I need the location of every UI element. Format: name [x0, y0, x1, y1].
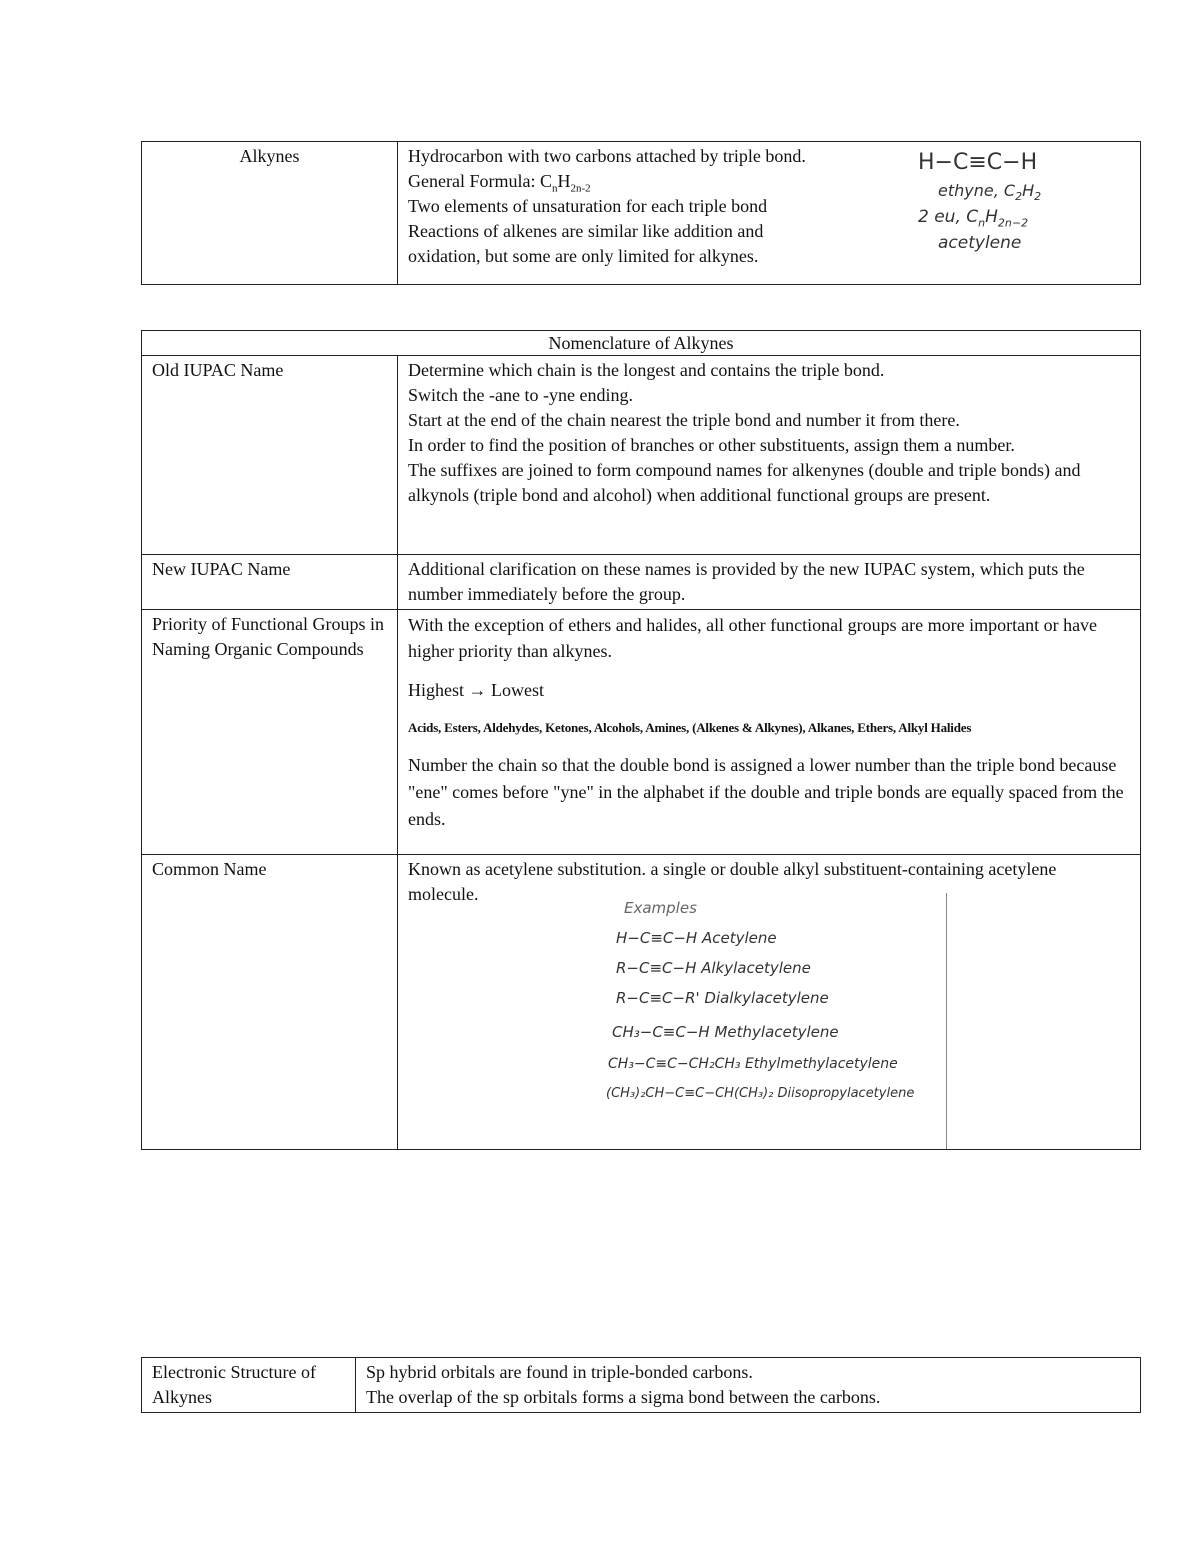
- nomenclature-table: [141, 330, 1141, 1150]
- rule-line: Switch the -ane to -yne ending.: [408, 385, 633, 405]
- example-line: CH₃−C≡C−CH₂CH₃ Ethylmethylacetylene: [608, 1056, 898, 1072]
- electronic-structure-term: Electronic Structure of Alkynes: [142, 1358, 356, 1413]
- example-line: CH₃−C≡C−H Methylacetylene: [612, 1023, 839, 1041]
- examples-image: [606, 893, 947, 1149]
- description-line: oxidation, but some are only limited for alkynes.: [408, 246, 759, 266]
- structure-line: The overlap of the sp orbitals forms a sigma bond between the carbons.: [366, 1387, 881, 1407]
- priority-term: Priority of Functional Groups in Naming Organic Compounds: [142, 610, 398, 855]
- description-line: Two elements of unsaturation for each triple bond: [408, 196, 768, 216]
- handwritten-notes: [918, 150, 1118, 256]
- new-iupac-description: Additional clarification on these names is provided by the new IUPAC system, which puts the number immediately before the group.: [398, 555, 1141, 610]
- new-iupac-term: New IUPAC Name: [142, 555, 398, 610]
- example-line: (CH₃)₂CH−C≡C−CH(CH₃)₂ Diisopropylacetylene: [606, 1086, 915, 1101]
- electronic-structure-description: [356, 1358, 1141, 1413]
- priority-order: Highest → Lowest: [408, 680, 544, 700]
- nomenclature-title: Nomenclature of Alkynes: [142, 331, 1141, 356]
- alkynes-term: Alkynes: [142, 142, 398, 285]
- rule-line: In order to find the position of branches or other substituents, assign them a number.: [408, 435, 1015, 455]
- unsaturation-formula: 2 eu, $C_nH_{2n-2}$: [918, 207, 1029, 230]
- electronic-structure-table: [141, 1357, 1141, 1413]
- structure-line: Sp hybrid orbitals are found in triple-bonded carbons.: [366, 1362, 753, 1382]
- alkynes-table: [141, 141, 1141, 285]
- example-line: H−C≡C−H Acetylene: [616, 929, 777, 947]
- examples-title: Examples: [624, 899, 697, 917]
- common-name-text: Known as acetylene substitution. a single or double alkyl substituent-containing acetylene molecule.: [408, 859, 1057, 904]
- common-name-description: [398, 855, 1141, 1150]
- priority-description: [398, 610, 1141, 855]
- acetylene-label: acetylene: [938, 233, 1022, 253]
- priority-rule: Number the chain so that the double bond is assigned a lower number than the triple bond because "ene" comes before "yne" in the alphabet if the double and triple bonds are equally spaced from the ends.: [408, 755, 1124, 829]
- description-line: Reactions of alkenes are similar like addition and: [408, 221, 764, 241]
- old-iupac-term: Old IUPAC Name: [142, 356, 398, 555]
- rule-line: Determine which chain is the longest and contains the triple bond.: [408, 360, 885, 380]
- priority-list: Acids, Esters, Aldehydes, Ketones, Alcohols, Amines, (Alkenes & Alkynes), Alkanes, Ethers, Alkyl Halides: [408, 720, 972, 735]
- alkynes-description: [398, 142, 1141, 285]
- example-line: R−C≡C−H Alkylacetylene: [616, 959, 811, 977]
- ethyne-structure: H−C≡C−H: [918, 150, 1038, 175]
- priority-intro: With the exception of ethers and halides, all other functional groups are more important or have higher priority than alkynes.: [408, 615, 1098, 661]
- general-formula-line: General Formula: $C_nH_{2n-2}$: [408, 171, 591, 195]
- rule-line: The suffixes are joined to form compound names for alkenynes (double and triple bonds) and alkynols (triple bond and alcohol) when additional functional groups are present.: [408, 460, 1081, 505]
- rule-line: Start at the end of the chain nearest the triple bond and number it from there.: [408, 410, 960, 430]
- description-line: Hydrocarbon with two carbons attached by triple bond.: [408, 146, 806, 166]
- ethyne-label: ethyne, $C_2H_2$: [938, 181, 1042, 204]
- common-name-term: Common Name: [142, 855, 398, 1150]
- example-line: R−C≡C−R' Dialkylacetylene: [616, 989, 829, 1007]
- old-iupac-description: [398, 356, 1141, 555]
